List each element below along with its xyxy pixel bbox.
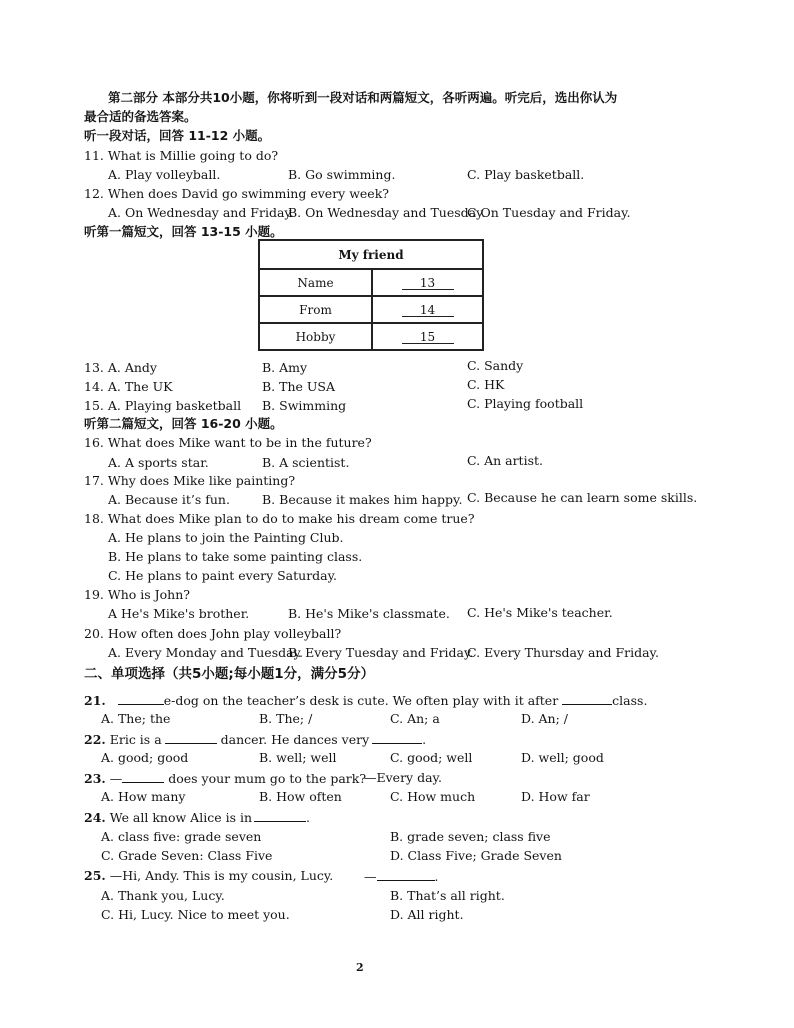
q23-option-a: A. How many bbox=[101, 789, 186, 804]
q22-text-2: dancer. He dances very bbox=[220, 732, 370, 747]
q22-number: 22. bbox=[84, 732, 106, 747]
question-21 bbox=[84, 692, 647, 708]
q24-option-d: D. Class Five; Grade Seven bbox=[390, 848, 562, 863]
q25-blank bbox=[377, 868, 435, 881]
q23-option-b: B. How often bbox=[259, 789, 342, 804]
q22-option-c: C. good; well bbox=[390, 750, 473, 765]
q18-option-b: B. He plans to take some painting class. bbox=[108, 549, 363, 564]
q18-option-c: C. He plans to paint every Saturday. bbox=[108, 568, 338, 583]
q23-option-d: D. How far bbox=[521, 789, 590, 804]
q13-option-b: B. Amy bbox=[262, 360, 308, 375]
q25-number: 25. bbox=[84, 868, 106, 883]
q13-option-a: 13. A. Andy bbox=[84, 360, 157, 375]
q22-option-b: B. well; well bbox=[259, 750, 337, 765]
q16-option-a: A. A sports star. bbox=[108, 455, 209, 470]
table-title: My friend bbox=[259, 240, 483, 269]
q24-option-b: B. grade seven; class five bbox=[390, 829, 551, 844]
q17-option-b: B. Because it makes him happy. bbox=[262, 492, 463, 507]
q24-option-a: A. class five: grade seven bbox=[101, 829, 262, 844]
q21-option-d: D. An; / bbox=[521, 711, 568, 726]
q23-blank bbox=[122, 770, 164, 783]
q21-option-a: A. The; the bbox=[101, 711, 171, 726]
part-intro-line1: 第二部分 本部分共10小题，你将听到一段对话和两篇短文，各听两遍。听完后，选出你认为 bbox=[108, 90, 618, 105]
section-2-heading: 二、单项选择（共5小题;每小题1分，满分5分） bbox=[84, 666, 375, 682]
question-19: 19. Who is John? bbox=[84, 587, 190, 602]
question-20: 20. How often does John play volleyball? bbox=[84, 626, 342, 641]
q23-answer: —Every day. bbox=[364, 770, 442, 785]
q23-number: 23. bbox=[84, 771, 106, 786]
question-16: 16. What does Mike want to be in the future? bbox=[84, 435, 372, 450]
q21-text-1: e-dog on the teacher’s desk is cute. We often play with it after bbox=[163, 693, 559, 708]
q25-option-d: D. All right. bbox=[390, 907, 464, 922]
q19-option-c: C. He's Mike's teacher. bbox=[467, 605, 613, 620]
question-23 bbox=[84, 770, 366, 786]
q11-option-a: A. Play volleyball. bbox=[108, 167, 221, 182]
q15-option-b: B. Swimming bbox=[262, 398, 347, 413]
q25-dash: — bbox=[364, 869, 377, 884]
q25-option-c: C. Hi, Lucy. Nice to meet you. bbox=[101, 907, 290, 922]
q25-option-b: B. That’s all right. bbox=[390, 888, 505, 903]
q21-text-2: class. bbox=[612, 693, 648, 708]
q16-option-c: C. An artist. bbox=[467, 453, 543, 468]
q23-option-c: C. How much bbox=[390, 789, 476, 804]
q20-option-b: B. Every Tuesday and Friday. bbox=[288, 645, 474, 660]
q11-option-b: B. Go swimming. bbox=[288, 167, 396, 182]
q24-number: 24. bbox=[84, 810, 106, 825]
q17-option-c: C. Because he can learn some skills. bbox=[467, 490, 698, 505]
q21-option-b: B. The; / bbox=[259, 711, 313, 726]
q21-number: 21. bbox=[84, 693, 106, 708]
table-label-name: Name bbox=[259, 269, 372, 296]
q19-option-b: B. He's Mike's classmate. bbox=[288, 606, 450, 621]
q14-option-a: 14. A. The UK bbox=[84, 379, 173, 394]
q11-option-c: C. Play basketball. bbox=[467, 167, 585, 182]
table-answer-from bbox=[372, 296, 483, 323]
q24-text: We all know Alice is in bbox=[109, 810, 253, 825]
q14-option-b: B. The USA bbox=[262, 379, 336, 394]
q12-option-b: B. On Wednesday and Tuesday. bbox=[288, 205, 486, 220]
q13-option-c: C. Sandy bbox=[467, 358, 524, 373]
blank-13: 13 bbox=[402, 277, 454, 290]
q14-option-c: C. HK bbox=[467, 377, 505, 392]
q12-option-c: C On Tuesday and Friday. bbox=[467, 205, 631, 220]
question-12: 12. When does David go swimming every week? bbox=[84, 186, 389, 201]
q25-end: . bbox=[434, 869, 439, 884]
question-11: 11. What is Millie going to do? bbox=[84, 148, 279, 163]
q20-option-a: A. Every Monday and Tuesday. bbox=[108, 645, 303, 660]
table-label-hobby: Hobby bbox=[259, 323, 372, 350]
table-answer-name bbox=[372, 269, 483, 296]
question-25 bbox=[84, 868, 333, 883]
table-answer-hobby bbox=[372, 323, 483, 350]
q22-blank-1 bbox=[165, 731, 217, 744]
q25-reply bbox=[364, 868, 438, 884]
q25-option-a: A. Thank you, Lucy. bbox=[101, 888, 225, 903]
q24-end: . bbox=[306, 810, 310, 825]
part-intro-line2: 最合适的备选答案。 bbox=[84, 109, 197, 124]
q15-option-c: C. Playing football bbox=[467, 396, 584, 411]
q22-option-a: A. good; good bbox=[101, 750, 189, 765]
question-18: 18. What does Mike plan to do to make his dream come true? bbox=[84, 511, 475, 526]
q23-text: does your mum go to the park? bbox=[168, 771, 367, 786]
q16-option-b: B. A scientist. bbox=[262, 455, 350, 470]
q12-option-a: A. On Wednesday and Friday. bbox=[108, 205, 294, 220]
passage1-instruction: 听第一篇短文，回答 13-15 小题。 bbox=[84, 224, 283, 239]
q24-option-c: C. Grade Seven: Class Five bbox=[101, 848, 273, 863]
blank-14: 14 bbox=[402, 304, 454, 317]
q18-option-a: A. He plans to join the Painting Club. bbox=[108, 530, 344, 545]
q17-option-a: A. Because it’s fun. bbox=[108, 492, 230, 507]
dialog-instruction: 听一段对话，回答 11-12 小题。 bbox=[84, 128, 271, 143]
blank-15: 15 bbox=[402, 331, 454, 344]
q24-blank bbox=[254, 809, 306, 822]
q15-option-a: 15. A. Playing basketball bbox=[84, 398, 242, 413]
q21-option-c: C. An; a bbox=[390, 711, 440, 726]
q22-blank-2 bbox=[372, 731, 422, 744]
q22-text-1: Eric is a bbox=[109, 732, 162, 747]
question-24 bbox=[84, 809, 310, 825]
table-label-from: From bbox=[259, 296, 372, 323]
q20-option-c: C. Every Thursday and Friday. bbox=[467, 645, 659, 660]
my-friend-table bbox=[258, 239, 484, 351]
q22-text-3: . bbox=[422, 732, 427, 747]
q23-dash: — bbox=[109, 771, 123, 786]
question-17: 17. Why does Mike like painting? bbox=[84, 473, 296, 488]
q21-blank-2 bbox=[562, 692, 612, 705]
q25-text: —Hi, Andy. This is my cousin, Lucy. bbox=[109, 868, 334, 883]
q21-blank-1 bbox=[118, 692, 164, 705]
passage2-instruction: 听第二篇短文，回答 16-20 小题。 bbox=[84, 416, 283, 431]
q22-option-d: D. well; good bbox=[521, 750, 604, 765]
question-22 bbox=[84, 731, 426, 747]
page-number: 2 bbox=[356, 961, 364, 974]
q19-option-a: A He's Mike's brother. bbox=[108, 606, 250, 621]
